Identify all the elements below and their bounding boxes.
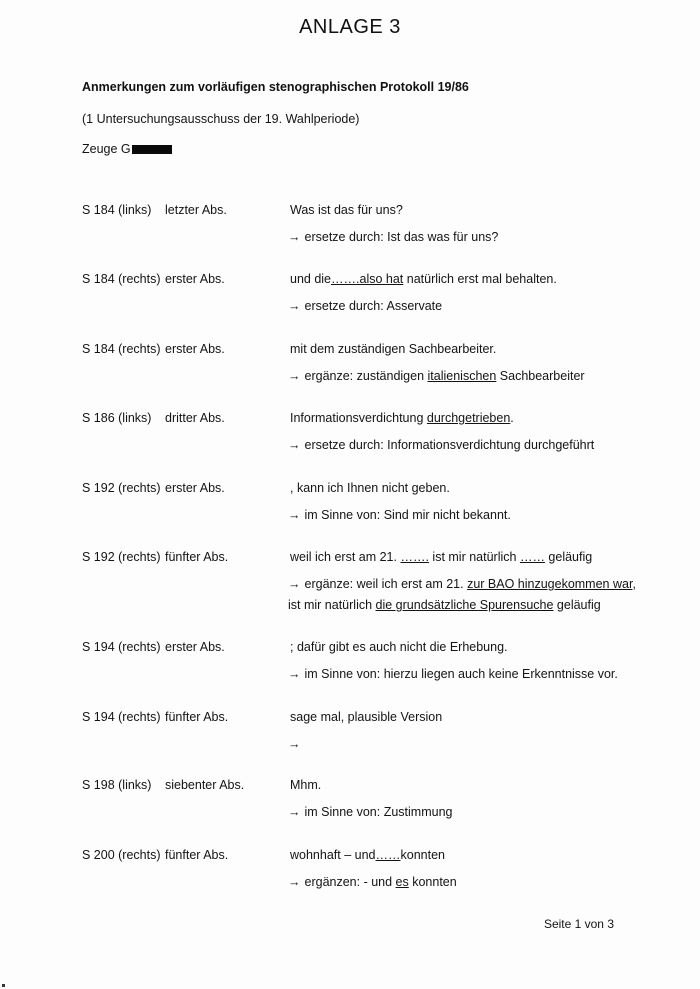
original-text — [290, 411, 514, 425]
text-segment: geläufig — [544, 550, 593, 564]
paragraph-reference: erster Abs. — [165, 272, 225, 286]
page-footer: Seite 1 von 3 — [543, 917, 614, 931]
original-text — [290, 640, 508, 654]
correction-line — [288, 435, 594, 456]
text-segment: konnten — [408, 875, 457, 889]
paragraph-reference: letzter Abs. — [165, 203, 227, 217]
correction-text — [288, 734, 305, 755]
text-segment: Informationsverdichtung — [290, 411, 427, 425]
original-text — [290, 550, 592, 564]
page-reference: S 184 (rechts) — [82, 272, 161, 286]
correction-text — [288, 574, 636, 616]
page-reference: S 192 (rechts) — [82, 481, 161, 495]
paragraph-reference: fünfter Abs. — [165, 848, 229, 862]
page-reference: S 194 (rechts) — [82, 710, 161, 724]
correction-text — [288, 435, 594, 456]
text-segment: im Sinne von: Zustimmung — [304, 805, 453, 819]
arrow-icon: → — [288, 737, 301, 751]
arrow-icon: → — [288, 508, 301, 522]
page-reference: S 184 (rechts) — [82, 342, 161, 356]
text-segment: ersetze durch: Ist das was für uns? — [304, 230, 499, 244]
page-reference: S 200 (rechts) — [82, 848, 161, 862]
correction-text — [288, 505, 511, 526]
page-reference: S 186 (links) — [82, 411, 152, 425]
text-segment: , kann ich Ihnen nicht geben. — [290, 481, 450, 495]
document-heading: Anmerkungen zum vorläufigen stenographischen Protokoll 19/86 — [82, 80, 469, 94]
correction-line — [288, 505, 511, 526]
text-segment: ist mir natürlich — [288, 598, 376, 612]
original-text — [290, 481, 450, 495]
scan-mark — [2, 984, 5, 987]
document-subheading: (1 Untersuchungsausschuss der 19. Wahlperiode) — [82, 112, 360, 126]
text-segment: , — [632, 577, 636, 591]
correction-line — [288, 872, 457, 893]
text-segment: ist mir natürlich — [428, 550, 520, 564]
text-segment: . — [510, 411, 514, 425]
text-segment: wohnhaft – und — [290, 848, 376, 862]
text-segment: mit dem zuständigen Sachbearbeiter. — [290, 342, 497, 356]
paragraph-reference: fünfter Abs. — [165, 710, 229, 724]
text-segment: geläufig — [553, 598, 601, 612]
paragraph-reference: dritter Abs. — [165, 411, 225, 425]
paragraph-reference: erster Abs. — [165, 481, 225, 495]
paragraph-reference: erster Abs. — [165, 342, 225, 356]
text-segment: Was ist das für uns? — [290, 203, 403, 217]
correction-text — [288, 296, 442, 317]
original-text — [290, 778, 321, 792]
correction-text — [288, 802, 452, 823]
text-segment: weil ich erst am 21. — [290, 550, 401, 564]
underlined-text: ……. — [400, 550, 429, 564]
text-segment: im Sinne von: hierzu liegen auch keine Erkenntnisse vor. — [304, 667, 618, 681]
arrow-icon: → — [288, 369, 301, 383]
redaction-bar — [132, 145, 172, 154]
original-text — [290, 342, 496, 356]
arrow-icon: → — [288, 805, 301, 819]
witness-line — [82, 142, 172, 156]
paragraph-reference: erster Abs. — [165, 640, 225, 654]
arrow-icon: → — [288, 299, 301, 313]
correction-line — [288, 664, 618, 685]
page-reference: S 198 (links) — [82, 778, 152, 792]
text-segment: sage mal, plausible Version — [290, 710, 443, 724]
original-text — [290, 272, 557, 286]
underlined-text: durchgetrieben — [426, 411, 511, 425]
correction-line — [288, 227, 498, 248]
underlined-text: italienischen — [427, 369, 497, 383]
arrow-icon: → — [288, 230, 301, 244]
arrow-icon: → — [288, 875, 301, 889]
underlined-text: …… — [375, 848, 401, 862]
correction-text — [288, 664, 618, 685]
page-reference: S 194 (rechts) — [82, 640, 161, 654]
arrow-icon: → — [288, 438, 301, 452]
text-segment: Sachbearbeiter — [496, 369, 585, 383]
correction-line — [288, 574, 636, 595]
text-segment: natürlich erst mal behalten. — [403, 272, 557, 286]
text-segment: ergänzen: - und — [304, 875, 396, 889]
correction-line — [288, 734, 305, 755]
text-segment: ersetze durch: Informationsverdichtung durchgeführt — [304, 438, 595, 452]
text-segment: im Sinne von: Sind mir nicht bekannt. — [304, 508, 511, 522]
underlined-text: die grundsätzliche Spurensuche — [375, 598, 554, 612]
text-segment: ; dafür gibt es auch nicht die Erhebung. — [290, 640, 508, 654]
correction-text — [288, 227, 498, 248]
original-text — [290, 203, 403, 217]
witness-label: Zeuge G — [82, 142, 131, 156]
correction-text — [288, 366, 585, 387]
underlined-text: es — [395, 875, 409, 889]
paragraph-reference: siebenter Abs. — [165, 778, 245, 792]
correction-text — [288, 872, 457, 893]
underlined-text: zur BAO hinzugekommen war — [467, 577, 633, 591]
text-segment: ergänze: weil ich erst am 21. — [304, 577, 468, 591]
arrow-icon: → — [288, 577, 301, 591]
underlined-text: …… — [519, 550, 545, 564]
text-segment: konnten — [400, 848, 445, 862]
underlined-text: …….also hat — [331, 272, 404, 286]
text-segment: ersetze durch: Asservate — [304, 299, 443, 313]
correction-line — [288, 366, 585, 387]
paragraph-reference: fünfter Abs. — [165, 550, 229, 564]
page-reference: S 192 (rechts) — [82, 550, 161, 564]
original-text — [290, 710, 442, 724]
page-reference: S 184 (links) — [82, 203, 152, 217]
text-segment: ergänze: zuständigen — [304, 369, 428, 383]
original-text — [290, 848, 445, 862]
arrow-icon: → — [288, 667, 301, 681]
text-segment: und die — [290, 272, 332, 286]
correction-line — [288, 595, 636, 616]
text-segment: Mhm. — [290, 778, 322, 792]
correction-line — [288, 802, 452, 823]
page-title: ANLAGE 3 — [299, 16, 401, 38]
correction-line — [288, 296, 442, 317]
